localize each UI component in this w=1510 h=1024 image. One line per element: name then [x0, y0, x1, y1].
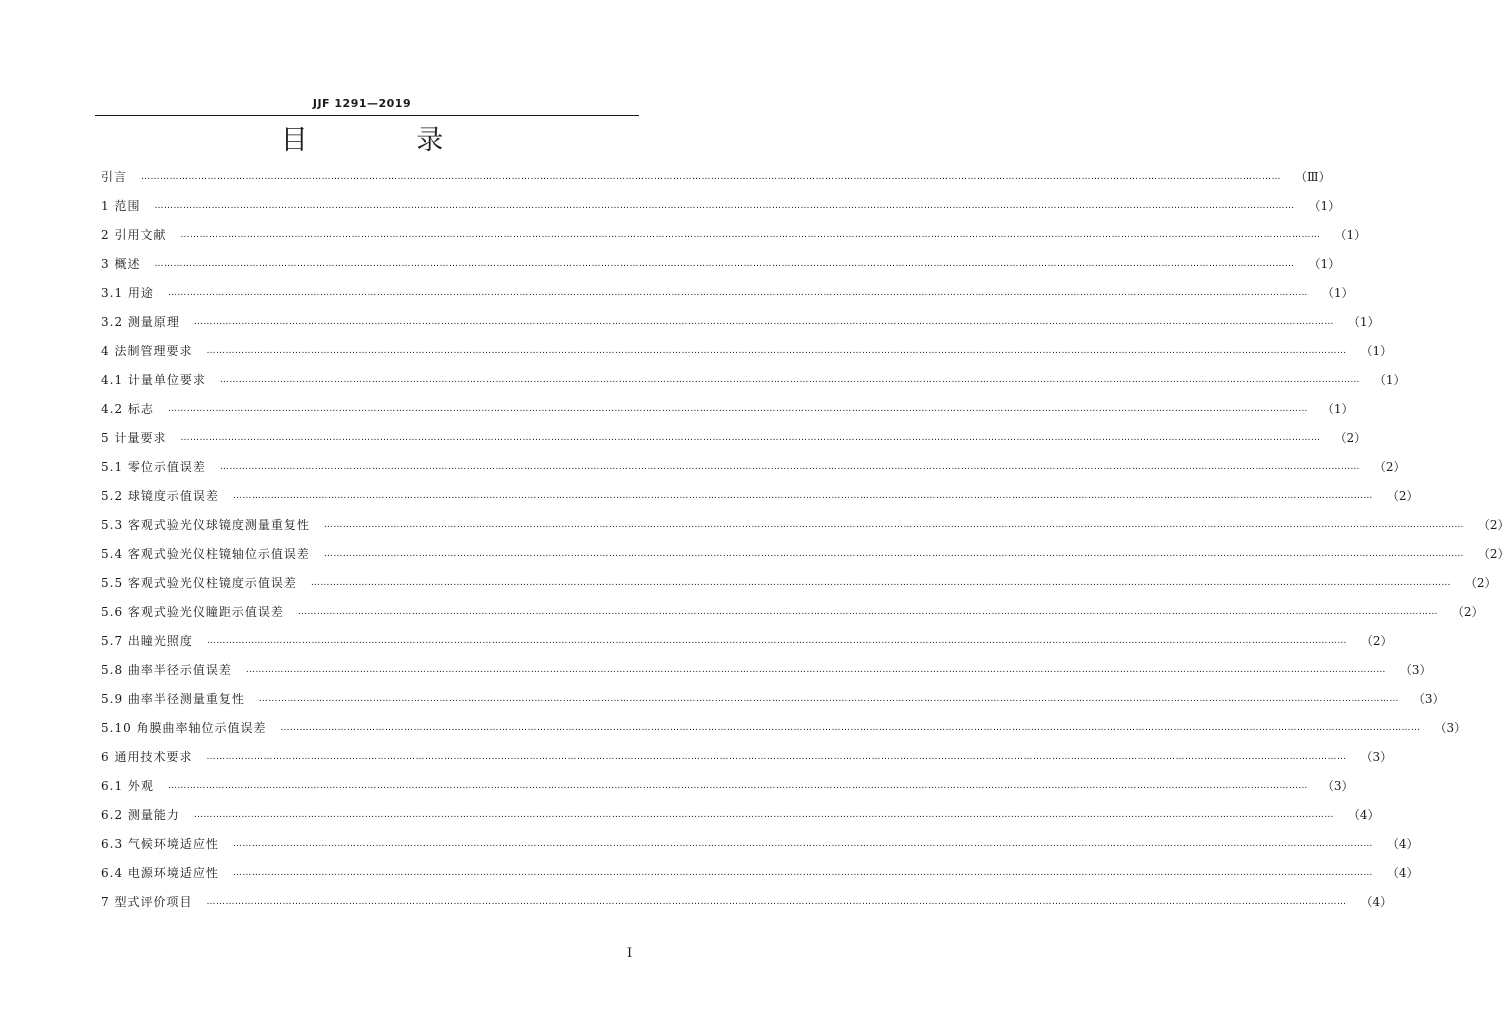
toc-entry[interactable] — [101, 626, 1393, 655]
toc-leader-dots: ……………………………………………………………………………………………………………………………………………………………………………………………………………………………………………………………………………………………………………………………… — [232, 838, 1373, 849]
table-of-contents — [101, 162, 1510, 916]
toc-entry[interactable] — [101, 539, 1510, 568]
toc-entry[interactable] — [101, 713, 1467, 742]
toc-entry-label: 3 概述 — [101, 257, 141, 271]
toc-entry-page: （3） — [1360, 750, 1393, 764]
toc-entry-label: 5.2 球镜度示值误差 — [101, 489, 219, 503]
toc-leader-dots: ……………………………………………………………………………………………………………………………………………………………………………………………………………………………………………………………………………………………………………………………… — [232, 490, 1373, 501]
toc-entry-page: （3） — [1412, 692, 1445, 706]
toc-entry-label: 引言 — [101, 170, 128, 184]
toc-entry[interactable] — [101, 307, 1380, 336]
toc-entry[interactable] — [101, 829, 1419, 858]
toc-leader-dots: ……………………………………………………………………………………………………………………………………………………………………………………………………………………………………………………………………………………………………………………………… — [310, 577, 1451, 588]
toc-leader-dots: ……………………………………………………………………………………………………………………………………………………………………………………………………………………………………………………………………………………………………………………………… — [154, 200, 1295, 211]
toc-entry-page: （2） — [1386, 489, 1419, 503]
toc-entry-page: （2） — [1373, 460, 1406, 474]
toc-entry-label: 4.2 标志 — [101, 402, 154, 416]
toc-leader-dots: ……………………………………………………………………………………………………………………………………………………………………………………………………………………………………………………………………………………………………………………………… — [180, 432, 1321, 443]
toc-entry-label: 6.3 气候环境适应性 — [101, 837, 219, 851]
toc-entry[interactable] — [101, 423, 1367, 452]
toc-entry[interactable] — [101, 597, 1484, 626]
toc-leader-dots: ……………………………………………………………………………………………………………………………………………………………………………………………………………………………………………………………………………………………………………………………… — [206, 751, 1347, 762]
toc-entry-page: （1） — [1308, 199, 1341, 213]
toc-entry[interactable] — [101, 568, 1497, 597]
toc-leader-dots: ……………………………………………………………………………………………………………………………………………………………………………………………………………………………………………………………………………………………………………………………… — [206, 345, 1347, 356]
toc-entry[interactable] — [101, 887, 1393, 916]
toc-entry[interactable] — [101, 278, 1354, 307]
toc-entry[interactable] — [101, 655, 1432, 684]
toc-entry-label: 6.4 电源环境适应性 — [101, 866, 219, 880]
toc-leader-dots: ……………………………………………………………………………………………………………………………………………………………………………………………………………………………………………………………………………………………………………………………… — [258, 693, 1399, 704]
toc-leader-dots: ……………………………………………………………………………………………………………………………………………………………………………………………………………………………………………………………………………………………………………………………… — [167, 403, 1308, 414]
toc-entry-label: 5.7 出瞳光照度 — [101, 634, 193, 648]
toc-leader-dots: ……………………………………………………………………………………………………………………………………………………………………………………………………………………………………………………………………………………………………………………………… — [206, 635, 1347, 646]
toc-entry[interactable] — [101, 162, 1331, 191]
standard-code: JJF 1291—2019 — [312, 97, 412, 110]
toc-leader-dots: ……………………………………………………………………………………………………………………………………………………………………………………………………………………………………………………………………………………………………………………………… — [206, 896, 1347, 907]
toc-entry[interactable] — [101, 800, 1380, 829]
toc-entry-label: 1 范围 — [101, 199, 141, 213]
toc-leader-dots: ……………………………………………………………………………………………………………………………………………………………………………………………………………………………………………………………………………………………………………………………… — [193, 809, 1334, 820]
toc-entry-label: 2 引用文献 — [101, 228, 167, 242]
toc-entry[interactable] — [101, 742, 1393, 771]
toc-entry[interactable] — [101, 510, 1510, 539]
toc-entry-label: 5.3 客观式验光仪球镜度测量重复性 — [101, 518, 310, 532]
toc-entry-page: （1） — [1373, 373, 1406, 387]
toc-entry-label: 5.6 客观式验光仪瞳距示值误差 — [101, 605, 284, 619]
toc-entry-page: （1） — [1321, 286, 1354, 300]
toc-entry[interactable] — [101, 191, 1341, 220]
toc-entry-page: （1） — [1308, 257, 1341, 271]
toc-entry-page: （4） — [1386, 866, 1419, 880]
toc-entry-label: 6.1 外观 — [101, 779, 154, 793]
toc-entry-label: 5.9 曲率半径测量重复性 — [101, 692, 245, 706]
toc-entry[interactable] — [101, 858, 1419, 887]
toc-entry-page: （3） — [1399, 663, 1432, 677]
toc-entry-label: 7 型式评价项目 — [101, 895, 193, 909]
toc-entry-label: 5.1 零位示值误差 — [101, 460, 206, 474]
toc-leader-dots: ……………………………………………………………………………………………………………………………………………………………………………………………………………………………………………………………………………………………………………………………… — [219, 374, 1360, 385]
toc-leader-dots: ……………………………………………………………………………………………………………………………………………………………………………………………………………………………………………………………………………………………………………………………… — [193, 316, 1334, 327]
toc-leader-dots: ……………………………………………………………………………………………………………………………………………………………………………………………………………………………………………………………………………………………………………………………… — [154, 258, 1295, 269]
toc-entry-page: （2） — [1360, 634, 1393, 648]
toc-leader-dots: ……………………………………………………………………………………………………………………………………………………………………………………………………………………………………………………………………………………………………………………………… — [297, 606, 1438, 617]
toc-entry[interactable] — [101, 394, 1354, 423]
toc-entry-page: （3） — [1321, 779, 1354, 793]
toc-entry-page: （1） — [1334, 228, 1367, 242]
toc-entry-page: （1） — [1360, 344, 1393, 358]
toc-leader-dots: ……………………………………………………………………………………………………………………………………………………………………………………………………………………………………………………………………………………………………………………………… — [232, 867, 1373, 878]
toc-entry-page: （2） — [1477, 547, 1510, 561]
toc-entry-page: （4） — [1386, 837, 1419, 851]
toc-leader-dots: ……………………………………………………………………………………………………………………………………………………………………………………………………………………………………………………………………………………………………………………………… — [280, 722, 1421, 733]
toc-entry-label: 5.5 客观式验光仪柱镜度示值误差 — [101, 576, 297, 590]
page-number: I — [627, 946, 633, 961]
toc-entry[interactable] — [101, 220, 1367, 249]
toc-entry-label: 5.4 客观式验光仪柱镜轴位示值误差 — [101, 547, 310, 561]
toc-entry-label: 3.1 用途 — [101, 286, 154, 300]
toc-leader-dots: ……………………………………………………………………………………………………………………………………………………………………………………………………………………………………………………………………………………………………………………………… — [167, 780, 1308, 791]
toc-entry[interactable] — [101, 452, 1406, 481]
toc-entry-page: （4） — [1347, 808, 1380, 822]
toc-leader-dots: ……………………………………………………………………………………………………………………………………………………………………………………………………………………………………………………………………………………………………………………………… — [323, 519, 1464, 530]
toc-entry-page: （2） — [1477, 518, 1510, 532]
toc-leader-dots: ……………………………………………………………………………………………………………………………………………………………………………………………………………………………………………………………………………………………………………………………… — [323, 548, 1464, 559]
toc-entry-page: （1） — [1347, 315, 1380, 329]
toc-entry-page: （2） — [1334, 431, 1367, 445]
toc-entry-label: 5 计量要求 — [101, 431, 167, 445]
toc-entry-page: （1） — [1321, 402, 1354, 416]
toc-entry-label: 4.1 计量单位要求 — [101, 373, 206, 387]
toc-leader-dots: ……………………………………………………………………………………………………………………………………………………………………………………………………………………………………………………………………………………………………………………………… — [141, 171, 1282, 182]
toc-leader-dots: ……………………………………………………………………………………………………………………………………………………………………………………………………………………………………………………………………………………………………………………………… — [245, 664, 1386, 675]
toc-entry-label: 5.8 曲率半径示值误差 — [101, 663, 232, 677]
toc-entry-label: 5.10 角膜曲率轴位示值误差 — [101, 721, 267, 735]
toc-entry[interactable] — [101, 336, 1393, 365]
toc-leader-dots: ……………………………………………………………………………………………………………………………………………………………………………………………………………………………………………………………………………………………………………………………… — [180, 229, 1321, 240]
toc-entry-label: 4 法制管理要求 — [101, 344, 193, 358]
toc-leader-dots: ……………………………………………………………………………………………………………………………………………………………………………………………………………………………………………………………………………………………………………………………… — [219, 461, 1360, 472]
toc-entry[interactable] — [101, 771, 1354, 800]
toc-entry[interactable] — [101, 365, 1406, 394]
toc-entry[interactable] — [101, 249, 1341, 278]
toc-entry-page: （Ⅲ） — [1295, 170, 1331, 184]
toc-entry-page: （4） — [1360, 895, 1393, 909]
toc-entry-label: 6.2 测量能力 — [101, 808, 180, 822]
toc-entry[interactable] — [101, 481, 1419, 510]
toc-entry-label: 3.2 测量原理 — [101, 315, 180, 329]
toc-leader-dots: ……………………………………………………………………………………………………………………………………………………………………………………………………………………………………………………………………………………………………………………………… — [167, 287, 1308, 298]
toc-entry[interactable] — [101, 684, 1445, 713]
toc-entry-label: 6 通用技术要求 — [101, 750, 193, 764]
toc-entry-page: （2） — [1464, 576, 1497, 590]
toc-entry-page: （3） — [1434, 721, 1467, 735]
header-rule — [95, 115, 639, 116]
page-title: 目 录 — [280, 125, 494, 156]
toc-entry-page: （2） — [1451, 605, 1484, 619]
